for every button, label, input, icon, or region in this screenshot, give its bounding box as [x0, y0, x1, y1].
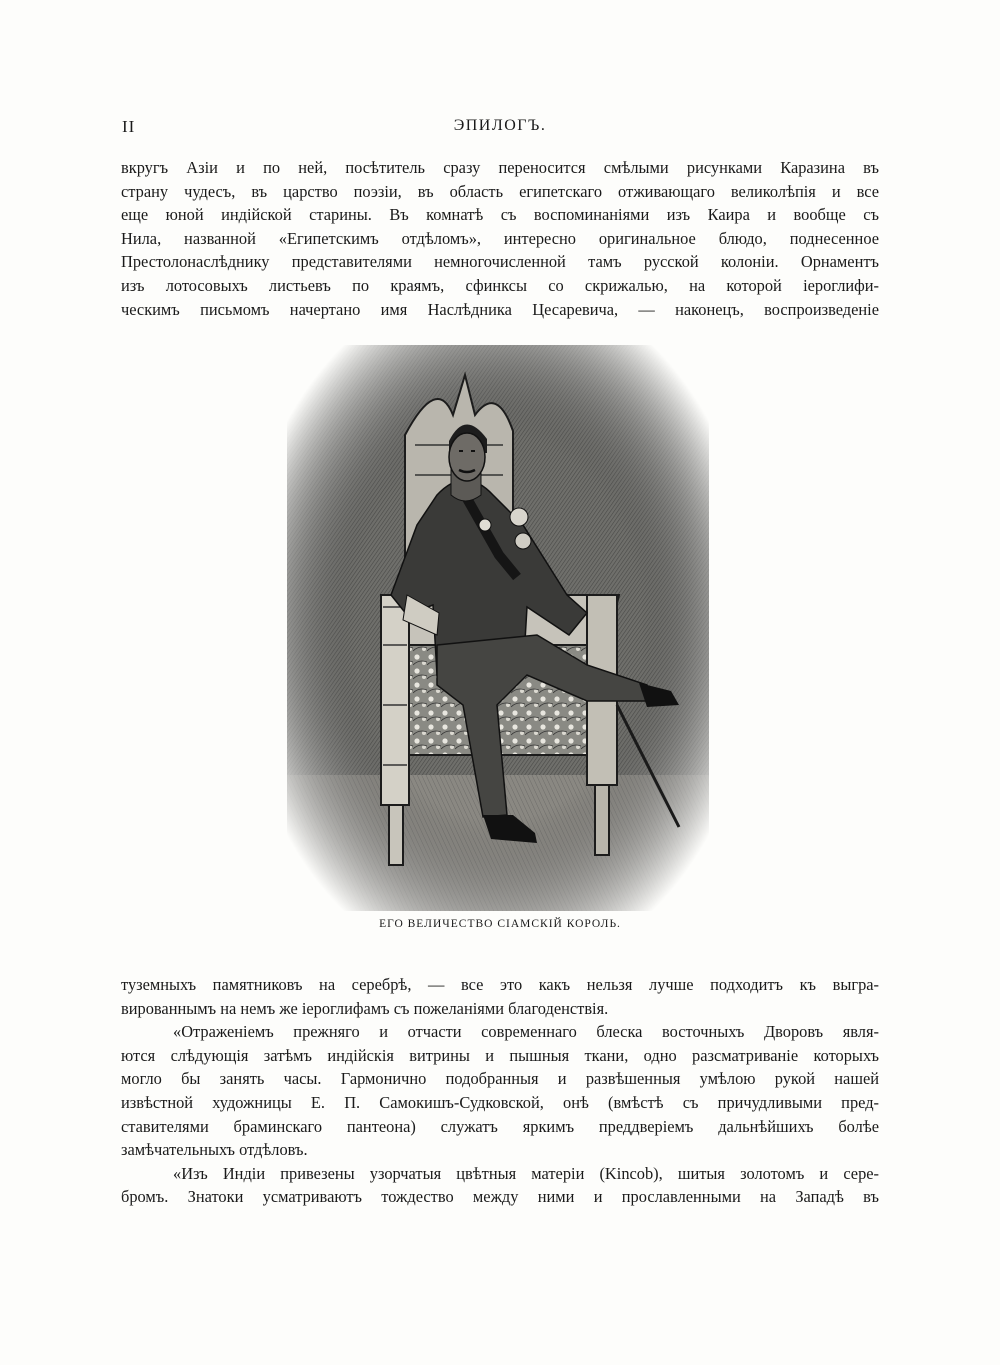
- text-line: ческимъ письмомъ начертано имя Наслѣдника Цесаревича, — наконецъ, воспроизведеніе: [121, 299, 879, 319]
- text-line: еще юной индійской старины. Въ комнатѣ съ воспоминаніями изъ Каира и вообще съ: [121, 205, 879, 225]
- top-paragraph: [121, 156, 879, 321]
- text-line: могло бы занять часы. Гармонично подобранныя и развѣшенныя умѣлою рукой нашей: [121, 1069, 879, 1089]
- running-title: ЭПИЛОГЪ.: [453, 117, 547, 134]
- page-number: II: [122, 117, 136, 136]
- text-line: извѣстной художницы Е. П. Самокишъ-Судковской, онѣ (вмѣстѣ съ причудливыми пред-: [121, 1092, 879, 1112]
- text-line: бромъ. Знатоки усматриваютъ тождество между ними и прославленными на Западѣ въ: [121, 1187, 879, 1207]
- text-line: «Изъ Индіи привезены узорчатыя цвѣтныя матеріи (Kincob), шитыя золотомъ и сере-: [173, 1163, 879, 1183]
- text-line: Престолонаслѣднику представителями немногочисленной тамъ русской колоніи. Орнаментъ: [121, 252, 879, 272]
- text-line: туземныхъ памятниковъ на серебрѣ, — все это какъ нельзя лучше подходитъ къ выгра-: [121, 975, 879, 994]
- text-line: ставителями браминскаго пантеона) служатъ яркимъ преддверіемъ дальнѣйшихъ болѣе: [121, 1116, 879, 1136]
- text-line: «Отраженіемъ прежняго и отчасти современнаго блеска восточныхъ Дворовъ явля-: [173, 1022, 879, 1042]
- text-line: вированнымъ на немъ же іероглифамъ съ пожеланіями благоденствія.: [121, 998, 609, 1018]
- text-line: замѣчательныхъ отдѣловъ.: [121, 1140, 308, 1160]
- text-line: изъ лотосовыхъ листьевъ по краямъ, сфинксы со скрижалью, на которой іероглифи-: [121, 275, 879, 295]
- text-line: страну чудесъ, въ царство поэзіи, въ область египетскаго отживающаго великолѣпія и все: [121, 181, 879, 201]
- text-line: ются слѣдующія затѣмъ индійскія витрины и пышныя ткани, одно разсматриваніе которыхъ: [121, 1045, 879, 1065]
- text-line: вкругъ Азіи и по ней, посѣтитель сразу переносится смѣлыми рисунками Каразина въ: [121, 158, 879, 177]
- text-line: Нила, названной «Египетскимъ отдѣломъ», интересно оригинальное блюдо, поднесенное: [121, 228, 879, 248]
- engraving-illustration: [287, 345, 709, 911]
- bottom-text: [121, 973, 879, 1209]
- illustration-caption: ЕГО ВЕЛИЧЕСТВО СІАМСКІЙ КОРОЛЬ.: [379, 918, 621, 930]
